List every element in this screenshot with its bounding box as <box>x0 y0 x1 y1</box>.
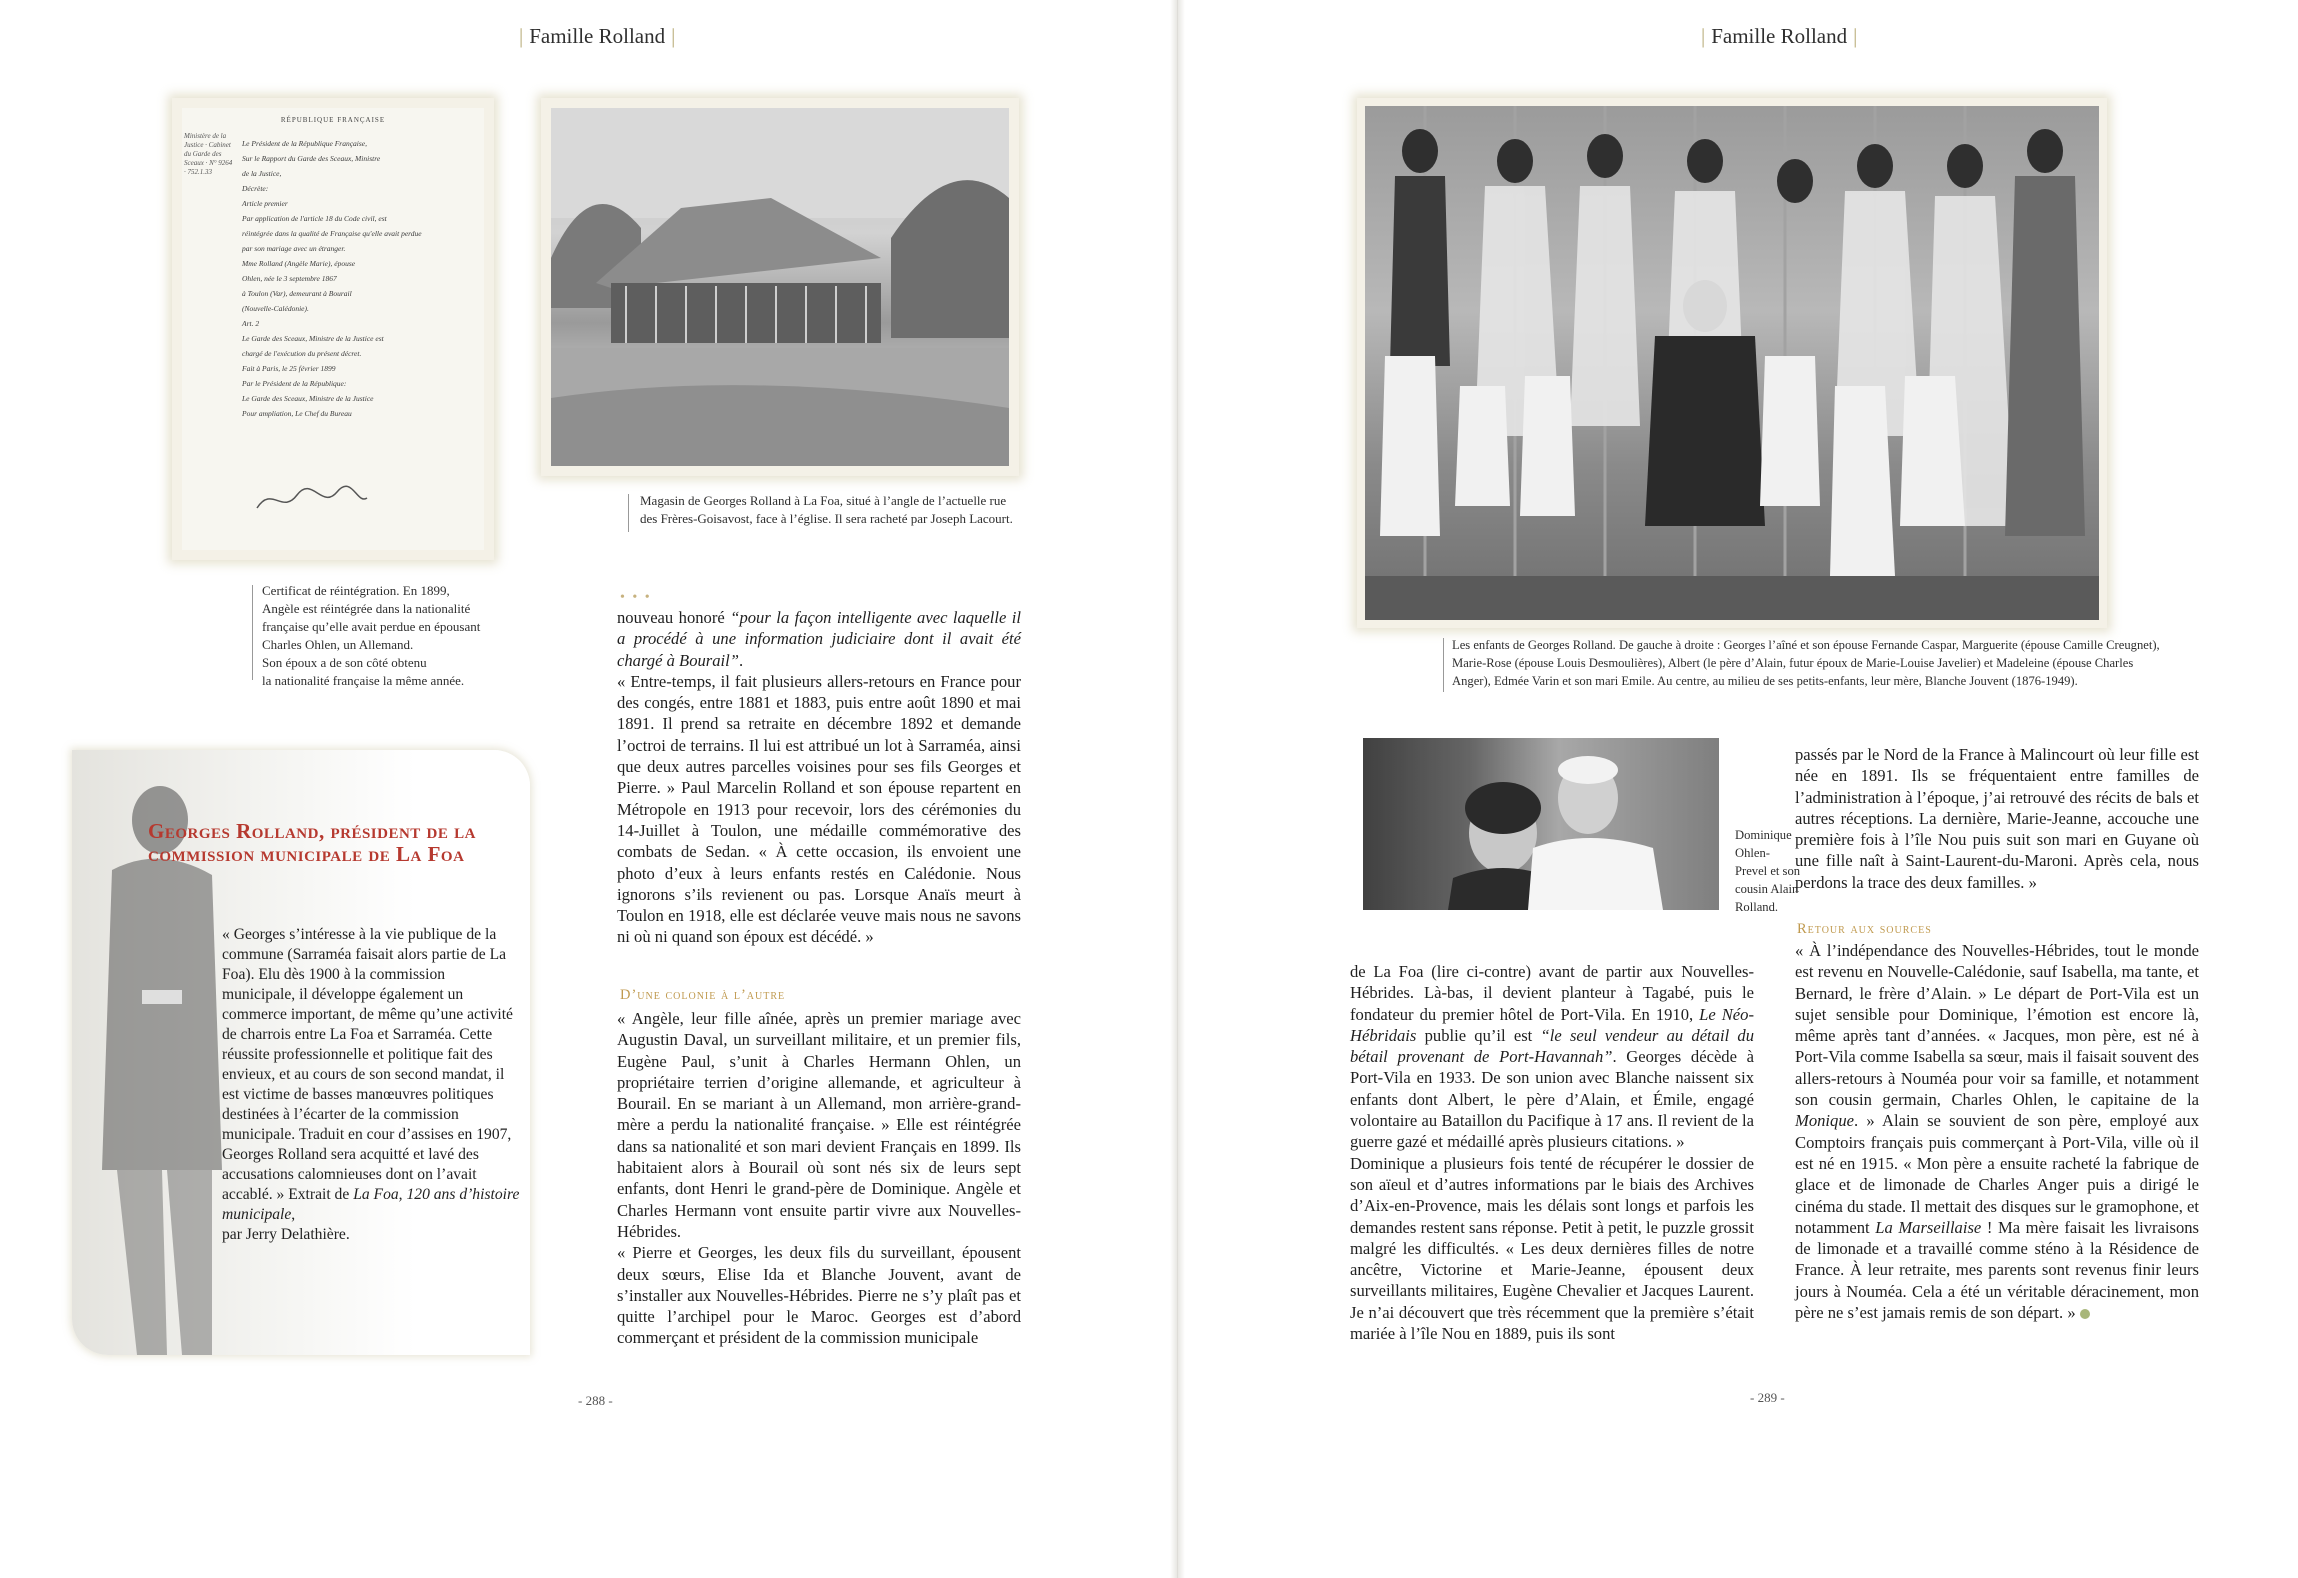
caption-line: Certificat de réintégration. En 1899, <box>262 583 450 598</box>
cert-line: Sur le Rapport du Garde des Sceaux, Ministre <box>242 154 381 163</box>
caption-line: Charles Ohlen, un Allemand. <box>262 637 414 652</box>
cert-line: Décrète: <box>242 184 269 193</box>
paragraph: « Angèle, leur fille aînée, après un premier mariage avec Augustin Daval, un surveillant militaire, et un premier fils, Eugène Paul, s’unit à Charles Hermann Ohlen, un propriétaire terrien d’origine allemande, et agriculteur à Bourail. En se mariant à un Allemand, mon arrière-grand-mère a perdu la nationalité française. » Elle est réintégrée dans sa nationalité et son mari devient Français en 1899. Ils habitaient alors à Bourail où sont nés six de leurs sept enfants, dont Henri le grand-père de Dominique. Angèle et Charles Hermann vont ensuite partir vivre aux Nouvelles-Hébrides. « Pierre et Georges, les deux fils du surveillant, épousent deux sœurs, Elise Ida et Blanche Jouvent, avant de s’installer aux Nouvelles-Hébrides. Pierre ne s’y plaît pas et quitte l’archipel pour le Maroc. Georges est d’abord commerçant et président de la commission municipale <box>617 1009 1021 1348</box>
caption-line: des Frères-Goisavost, face à l’église. Il sera racheté par Joseph Lacourt. <box>640 511 1013 526</box>
caption-line: cousin Alain <box>1735 882 1799 896</box>
sidebar-title: Georges Rolland, président de la commission municipale de La Foa <box>148 819 476 866</box>
paragraph: passés par le Nord de la France à Malincourt où leur fille est née en 1891. Ils se fréquentaient entre familles de l’administration à l’époque, j’ai retrouvé des récits de bals et autres réceptions. La dernière, Marie-Jeanne, accouche une première fois à l’île Nou puis suit son mari en Guyane où une fille naît à Saint-Laurent-du-Maroni. Après cela, nous perdons la trace des deux familles. » <box>1795 745 2199 892</box>
right-page <box>1185 0 2298 1578</box>
cert-line: Le Garde des Sceaux, Ministre de la Justice est <box>242 334 384 343</box>
cert-line: réintégrée dans la qualité de Française qu'elle avait perdue <box>242 229 422 238</box>
cert-line: Mme Rolland (Angèle Marie), épouse <box>242 259 356 268</box>
cert-line: à Toulon (Var), demeurant à Bourail <box>242 289 352 298</box>
paragraph: de La Foa (lire ci-contre) avant de partir aux Nouvelles-Hébrides. Là-bas, il devient planteur à Tagabé, puis le fondateur du premier hôtel de Port-Vila. En 1910, Le Néo-Hébridais publie qu’il est “le seul vendeur au détail du bétail provenant de Port-Havannah”. Georges décède à Port-Vila en 1933. De son union avec Blanche naissent six enfants dont Albert, le père d’Alain, et Émile, engagé volontaire au Bataillon du Pacifique à 17 ans. Il revient de la guerre gazé et médaillé après plusieurs citations. » Dominique a plusieurs fois tenté de récupérer le dossier de son aïeul et d’autres informations par le biais des Archives d’Aix-en-Provence, mais les délais sont longs et parfois les demandes restent sans réponse. Petit à petit, le puzzle grossit malgré les difficultés. « Les deux dernières filles de notre ancêtre, Victorine et Marie-Jeanne, épousent deux surveillants militaires, Eugène Chevalier et Jacques Laurent. Je n’ai découvert que très récemment que la première s’était mariée à l’île Nou en 1889, puis ils sont <box>1350 962 1755 1344</box>
cert-line: par son mariage avec un étranger. <box>242 244 346 253</box>
certificate-text <box>242 136 478 421</box>
duo-photo <box>1363 738 1719 910</box>
page-number-left: - 288 - <box>578 1393 613 1408</box>
cert-line: Le Président de la République Française, <box>242 139 367 148</box>
end-of-article-mark <box>2080 1309 2090 1319</box>
caption-line: Prevel et son <box>1735 864 1801 878</box>
section-heading-colonie: D’une colonie à l’autre <box>620 987 786 1003</box>
caption-line: Magasin de Georges Rolland à La Foa, situé à l’angle de l’actuelle rue <box>640 493 1007 508</box>
caption-rule <box>252 585 253 680</box>
running-head-right: | Famille Rolland | <box>1701 24 1858 48</box>
section-heading-retour: Retour aux sources <box>1797 921 1932 937</box>
store-caption <box>640 492 1080 528</box>
cert-line: Par application de l'article 18 du Code civil, est <box>242 214 387 223</box>
certificate-margin-note: Ministère de la Justice · Cabinet du Garde des Sceaux · N° 9264 · 752.1.33 <box>184 132 233 176</box>
cert-line: de la Justice, <box>242 169 282 178</box>
caption-line: Ohlen- <box>1735 846 1770 860</box>
page-number-right: - 289 - <box>1750 1390 1785 1405</box>
family-caption: Les enfants de Georges Rolland. De gauche à droite : Georges l’aîné et son épouse Fernande Caspar, Marguerite (épouse Camille Creugnet), Marie-Rose (épouse Louis Desmoulières), Albert (le père d’Alain, futur époux de Marie-Louise Javelier) et Madeleine (épouse Charles Anger), Edmée Varin et son mari Emile. Au centre, au milieu de ses petits-enfants, leur mère, Blanche Jouvent (1876-1949). <box>1452 638 2160 688</box>
right-column-1-text <box>1350 961 1754 1344</box>
cert-line: Ohlen, née le 3 septembre 1867 <box>242 274 337 283</box>
store-photo <box>551 108 1009 466</box>
left-column-2-text-a <box>617 607 1021 948</box>
right-column-2-text-b <box>1795 940 2199 1323</box>
running-head-text: Famille Rolland <box>1711 24 1848 48</box>
running-head-text: Famille Rolland <box>529 24 666 48</box>
cert-line: Art. 2 <box>242 319 260 328</box>
caption-rule <box>628 494 629 532</box>
book-gutter <box>1170 0 1185 1578</box>
caption-rule <box>1443 638 1444 692</box>
certificate-header: RÉPUBLIQUE FRANÇAISE <box>280 116 386 124</box>
cert-line: Fait à Paris, le 25 février 1899 <box>242 364 336 373</box>
certificate-caption <box>262 582 522 690</box>
right-column-2-text-a <box>1795 744 2199 893</box>
caption-line: Angèle est réintégrée dans la nationalité <box>262 601 471 616</box>
paragraph: nouveau honoré “pour la façon intelligente avec laquelle il a procédé à une information judiciaire dont il avait été chargé à Bourail”. « Entre-temps, il fait plusieurs allers-retours en France pour des congés, entre 1881 et 1883, puis entre août 1890 et mai 1891. Il prend sa retraite en décembre 1892 et demande l’octroi de terrains. Il lui est attribué un lot à Sarraméa, ainsi que deux autres parcelles voisines pour ses fils Georges et Pierre. » Paul Marcelin Rolland et son épouse repartent en Métropole en 1913 pour recevoir, lors des cérémonies du 14-Juillet à Toulon, une médaille commémorative des combats de Sedan. « À cette occasion, ils envoient une photo d’eux à leurs enfants restés en Calédonie. Nous ignorons s’ils revienent ou pas. Lorsque Anaïs meurt à Toulon en 1918, elle est déclarée veuve mais nous ne savons ni où ni quand son époux est décédé. » <box>617 608 1022 947</box>
signature-mark <box>252 480 372 520</box>
paragraph: « À l’indépendance des Nouvelles-Hébrides, tout le monde est revenu en Nouvelle-Calédonie, sauf Isabella, ma tante, et Bernard, le frère d’Alain. » Le départ de Port-Vila est un sujet sensible pour Dominique, l’émotion est encore là, même après tant d’années. « Jacques, mon père, est né à Port-Vila comme Isabella sa sœur, mais il faisait souvent des allers-retours à Nouméa pour voir sa famille, et notamment son cousin germain, Charles Ohlen, le capitaine de la Monique. » Alain se souvient de son père, employé aux Comptoirs français puis commerçant à Port-Vila, ville où il est né en 1915. « Mon père a ensuite racheté la fabrique de glace et de limonade de Charles Anger puis a dirigé le cinéma du stade. Il mettait des disques sur le gramophone, et notamment La Marseillaise ! Ma mère faisait les livraisons de limonade et a travaillé comme sténo à la Résidence de France. À leur retraite, mes parents sont revenus finir leurs jours à Nouméa. Cela a été un véritable déracinement, mon père ne s’est jamais remis de son départ. » <box>1795 941 2199 1323</box>
caption-line: la nationalité française la même année. <box>262 673 465 688</box>
family-photo <box>1365 106 2099 620</box>
caption-line: Dominique <box>1735 828 1792 842</box>
cert-line: chargé de l'exécution du présent décret. <box>242 349 362 358</box>
cert-line: Par le Président de la République: <box>242 379 347 388</box>
cert-line: (Nouvelle-Calédonie). <box>242 304 309 313</box>
left-column-2-text-b <box>617 1008 1021 1349</box>
caption-line: Son époux a de son côté obtenu <box>262 655 427 670</box>
certificate-document <box>182 108 484 550</box>
sidebar-body: « Georges s’intéresse à la vie publique de la commune (Sarraméa faisait alors partie de La Foa). Elu dès 1900 à la commission municipale, il développe également un commerce important, de même qu’une activité de charrois entre La Foa et Sarraméa. Cette réussite professionnelle et politique fait des envieux, et au cours de son second mandat, il est victime de basses manœuvres politiques destinées à l’écarter de la commission municipale. Traduit en cour d’assises en 1907, Georges Rolland sera acquitté et lavé des accusations calomnieuses dont on l’avait accablé. » Extrait de La Foa, 120 ans d’histoire municipale, par Jerry Delathière. <box>222 926 520 1243</box>
duo-portrait-illustration <box>1363 738 1719 910</box>
cert-line: Pour ampliation, Le Chef du Bureau <box>242 409 352 418</box>
caption-line: française qu’elle avait perdue en épousant <box>262 619 481 634</box>
store-building-illustration <box>551 108 1009 466</box>
cert-line: Le Garde des Sceaux, Ministre de la Justice <box>242 394 374 403</box>
continuation-dots: • • • <box>620 590 652 605</box>
family-group-illustration <box>1365 106 2099 620</box>
cert-line: Article premier <box>242 199 288 208</box>
running-head-left: | Famille Rolland | <box>519 24 676 48</box>
caption-line: Rolland. <box>1735 900 1779 914</box>
